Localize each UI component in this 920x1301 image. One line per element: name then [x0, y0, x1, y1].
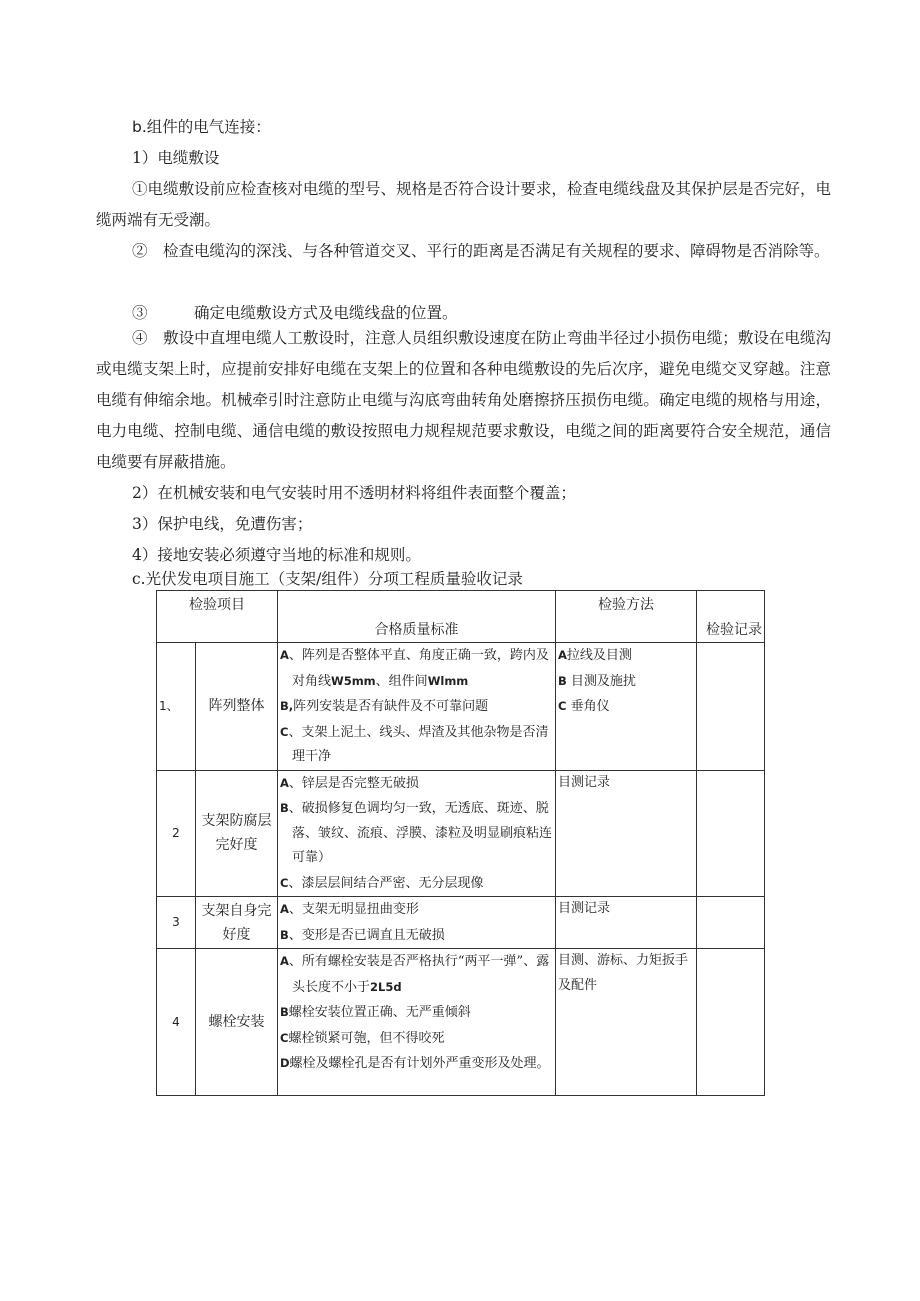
- quality-acceptance-table: [156, 590, 765, 1096]
- row-item-name: 螺栓安装: [196, 949, 278, 1096]
- header-method: 检验方法: [556, 591, 697, 643]
- row-item-name: 支架防腐层完好度: [196, 770, 278, 897]
- row-number: 1、: [157, 643, 196, 771]
- table-row: [157, 949, 765, 1096]
- table-row: [157, 897, 765, 949]
- row-standard: A、支架无明显扭曲变形 B、变形是否已调直且无破损: [278, 897, 556, 949]
- row-record: [697, 643, 765, 771]
- paragraph-2: ② 检查电缆沟的深浅、与各种管道交叉、平行的距离是否满足有关规程的要求、障碍物是否消除等。: [132, 242, 830, 260]
- list-item-3: 3）保护电线，免遭伤害；: [132, 515, 313, 533]
- row-method: 目测、游标、力矩扳手及配件: [556, 949, 697, 1096]
- table-row: [157, 770, 765, 897]
- table-header-row: [157, 591, 765, 643]
- list-item-4: 4）接地安装必须遵守当地的标准和规则。: [132, 546, 421, 564]
- row-number: 4: [157, 949, 196, 1096]
- row-method: A拉线及目测 B 目测及施扰 C 垂角仪: [556, 643, 697, 771]
- section-b-heading: b.组件的电气连接：: [132, 118, 271, 136]
- row-item-name: 阵列整体: [196, 643, 278, 771]
- header-item: 检验项目: [157, 591, 278, 643]
- row-number: 2: [157, 770, 196, 897]
- row-record: [697, 770, 765, 897]
- header-record: 检验记录: [697, 591, 765, 643]
- row-record: [697, 949, 765, 1096]
- row-standard: A、锌层是否完整无破损 B、破损修复色调均匀一致，无透底、斑迹、脱落、皱纹、流痕、浮膜、漆粒及明显刷痕粘连可靠） C、漆层层间结合严密、无分层现像: [278, 770, 556, 897]
- row-record: [697, 897, 765, 949]
- row-item-name: 支架自身完好度: [196, 897, 278, 949]
- paragraph-1: ①电缆敷设前应检查核对电缆的型号、规格是否符合设计要求，检查电缆线盘及其保护层是否完好，电缆两端有无受潮。: [96, 180, 831, 229]
- header-standard: 合格质量标准: [278, 591, 556, 643]
- row-method: 目测记录: [556, 897, 697, 949]
- row-method: 目测记录: [556, 770, 697, 897]
- cable-laying-title: 1）电缆敷设: [132, 149, 220, 167]
- paragraph-3: ③ 确定电缆敷设方式及电缆线盘的位置。: [132, 304, 458, 322]
- paragraph-4: ④ 敷设中直埋电缆人工敷设时，注意人员组织敷设速度在防止弯曲半径过小损伤电缆；敷设在电缆沟或电缆支架上时，应提前安排好电缆在支架上的位置和各种电缆敷设的先后次序，避免电缆交叉穿越。注意电缆有伸缩余地。机械牵引时注意防止电缆与沟底弯曲转角处磨擦挤压损伤电缆。确定电缆的规格与用途，电力电缆、控制电缆、通信电缆的敷设按照电力规程规范要求敷设，电缆之间的距离要符合安全规范，通信电缆要有屏蔽措施。: [96, 329, 831, 471]
- list-item-2: 2）在机械安装和电气安装时用不透明材料将组件表面整个覆盖；: [132, 484, 576, 502]
- table-row: [157, 643, 765, 771]
- section-c-heading: c.光伏发电项目施工（支架/组件）分项工程质量验收记录: [132, 570, 523, 588]
- row-standard: A、阵列是否整体平直、角度正确一致，跨内及对角线W5mm、组件间Wlmm B,阵列安装是否有缺件及不可靠问题 C、支架上泥土、线头、焊渣及其他杂物是否清理干净: [278, 643, 556, 771]
- row-standard: A、所有螺栓安装是否严格执行“两平一弹”、露头长度不小于2L5d B螺栓安装位置正确、无严重倾斜 C螺栓锁紧可匏，但不得咬死 D螺栓及螺栓孔是否有计划外严重变形及处理。: [278, 949, 556, 1096]
- row-number: 3: [157, 897, 196, 949]
